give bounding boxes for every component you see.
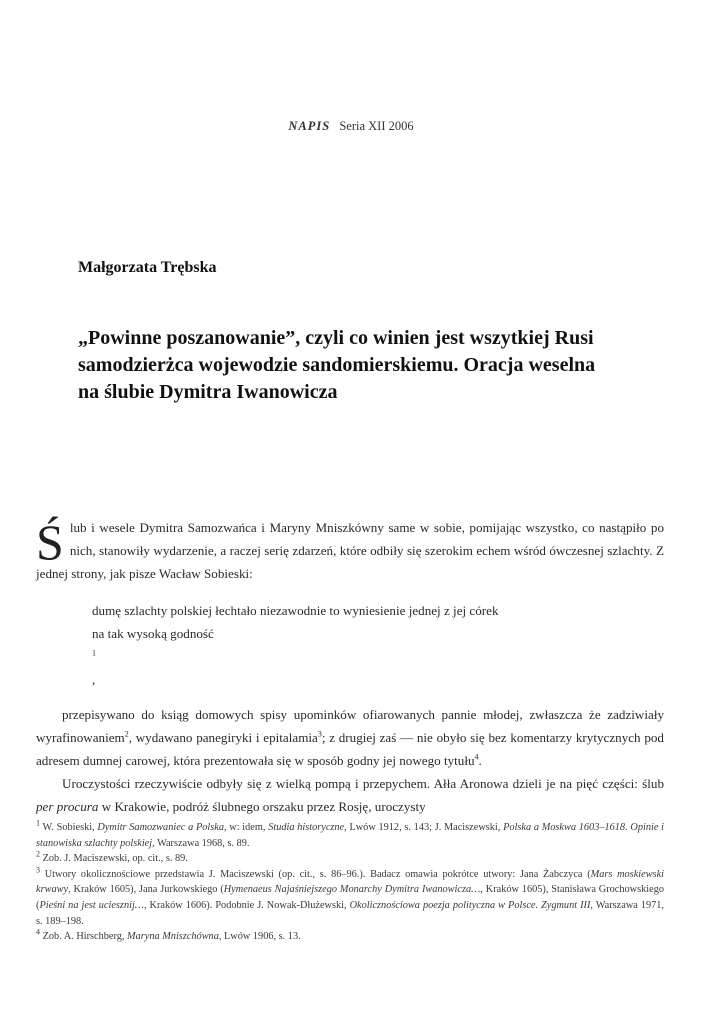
- footnote-ref-3: 3: [317, 729, 322, 739]
- drop-cap: Ś: [36, 514, 64, 570]
- paragraph-3: Uroczystości rzeczywiście odbyły się z wielką pompą i przepychem. Ałła Aronowa dzieli je na pięć części: ślub per procura w Krakowie, podróż ślubnego orszaku przez Rosję, uroczysty: [36, 776, 664, 815]
- article-body: [36, 516, 664, 819]
- quote-line-2: na tak wysoką godność $^1$ ,: [92, 625, 214, 687]
- series-label: Seria XII 2006: [339, 119, 414, 133]
- footnote-ref-4: 4: [474, 752, 479, 762]
- footnote-1: $^1$ W. Sobieski, Dymitr Samozwaniec a Polska, w: idem, Studia historyczne, Lwów 1912, s. 143; J. Maciszewski, Polska a Moskwa 1603–1618. Opinie i stanowiska szlachty polskiej, Warszawa 1968, s. 89.: [36, 818, 664, 849]
- footnote-3: $^3$ Utwory okolicznościowe przedstawia J. Maciszewski (op. cit., s. 86–96.). Badacz omawia pokrótce utwory: Jana Żabczyca (Mars moskiewski krwawy, Kraków 1605), Jana Jurkowskiego (Hymenaeus Najaśniejszego Monarchy Dymitra Iwanowicza…, Kraków 1605), Stanisława Grochowskiego (Pieśni na jest uciesznij…, Kraków 1606). Podobnie J. Nowak-Dłużewski, Okolicznościowa poezja polityczna w Polsce. Zygmunt III, Warszawa 1971, s. 189–198.: [36, 865, 664, 927]
- quote-line-1: dumę szlachty polskiej łechtało niezawodnie to wyniesienie jednej z jej córek: [92, 602, 499, 618]
- footnote-2: $^2$ Zob. J. Maciszewski, op. cit., s. 89.: [36, 849, 188, 865]
- paragraph-1: Ślub i wesele Dymitra Samozwańca i Maryny Mniszkówny same w sobie, pomijając wszystko, co nastąpiło po nich, stanowiły wydarzenie, a raczej serię zdarzeń, które odbiły się szerokim echem wśród ówczesnej szlachty. Z jednej strony, jak pisze Wacław Sobieski:: [36, 514, 664, 582]
- footnote-ref-1: 1: [92, 648, 96, 658]
- journal-name: NAPIS: [288, 119, 331, 133]
- running-header: [0, 119, 702, 134]
- block-quote: [36, 599, 664, 691]
- article-title: „Powinne poszanowanie”, czyli co winien jest wszytkiej Rusi samodzierżca wojewodzie sandomierskiemu. Oracja weselna na ślubie Dymitra Iwanowicza: [78, 327, 596, 403]
- footnote-ref-2: 2: [124, 729, 129, 739]
- paragraph-2: przepisywano do ksiąg domowych spisy upominków ofiarowanych pannie młodej, zwłaszcza że zadziwiały wyrafinowaniem$^2$, wydawano panegiryki i epitalamia$^3$; z drugiej zaś — nie obyło się bez komentarzy krytycznych pod adresem dumnej carowej, która prezentowała się w sposób godny jej nowego tytułu$^4$.: [36, 706, 664, 769]
- footnote-4: $^4$ Zob. A. Hirschberg, Maryna Mniszchówna, Lwów 1906, s. 13.: [36, 927, 301, 943]
- footnotes: [36, 820, 664, 945]
- article-author: Małgorzata Trębska: [78, 259, 217, 276]
